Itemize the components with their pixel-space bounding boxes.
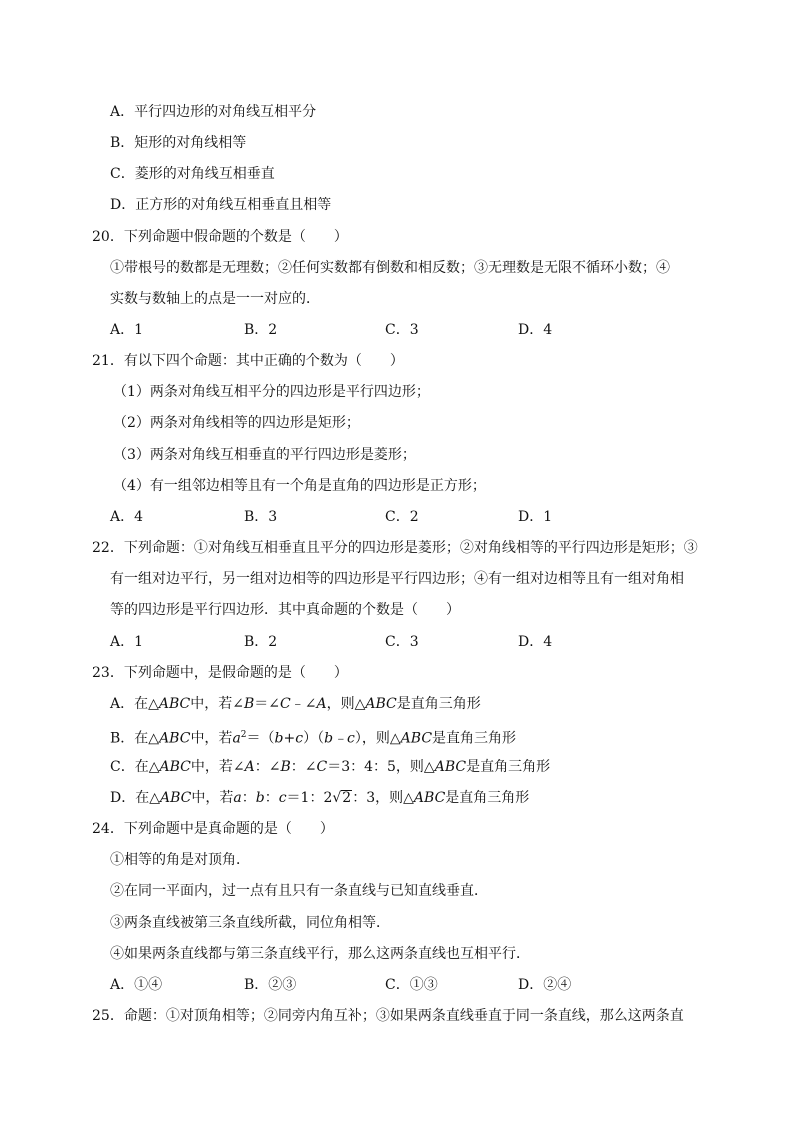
text: ，则△ xyxy=(326,696,366,712)
q20-option-c: C．3 xyxy=(385,322,419,338)
q21-option-b: B．3 xyxy=(244,509,278,525)
q25-stem: 25．命题：①对顶角相等；②同旁内角互补；③如果两条直线垂直于同一条直线，那么这两条直 xyxy=(92,1008,684,1024)
q20-body-line1: ①带根号的数都是无理数；②任何实数都有倒数和相反数；③无理数是无限不循环小数；④ xyxy=(110,260,670,276)
q20-options xyxy=(110,320,710,340)
math-var: ABC xyxy=(160,790,192,806)
q24-option-c: C．①③ xyxy=(385,977,438,993)
text: D．在△ xyxy=(110,790,160,806)
q23-option-b xyxy=(110,725,516,749)
text: ＝（ xyxy=(246,730,275,747)
q21-item-1: （1）两条对角线互相平分的四边形是平行四边形； xyxy=(113,384,430,400)
q21-option-d: D．1 xyxy=(518,509,553,525)
text: 中，若 xyxy=(190,730,233,747)
math-var: ABC xyxy=(158,696,191,712)
q21-item-4: （4）有一组邻边相等且有一个角是直角的四边形是正方形； xyxy=(113,478,486,494)
math-var: ABC xyxy=(365,696,397,712)
text: ： xyxy=(264,790,279,806)
text: ： xyxy=(241,790,256,806)
q22-option-b: B．2 xyxy=(244,634,278,650)
math-var: B xyxy=(280,759,291,775)
q23-option-c xyxy=(110,757,550,777)
text: 是直角三角形 xyxy=(432,730,517,747)
q23-option-a xyxy=(110,694,481,714)
q24-stem: 24．下列命题中是真命题的是（ ） xyxy=(92,821,334,837)
q22-option-d: D．4 xyxy=(518,634,553,650)
text: 中，若∠ xyxy=(190,696,244,712)
text: 是直角三角形 xyxy=(466,759,551,775)
math-var: ABC xyxy=(434,759,467,775)
math-var: b xyxy=(255,790,265,806)
sqrt-radicand: 2 xyxy=(342,790,352,806)
q21-item-2: （2）两条对角线相等的四边形是矩形； xyxy=(113,415,360,431)
text: ＝1：2 xyxy=(286,790,333,806)
text: C．在△ xyxy=(110,759,160,775)
q23-option-d xyxy=(110,788,529,808)
sqrt-symbol: √ xyxy=(332,790,342,806)
q22-options xyxy=(110,632,710,652)
q19-option-c: C．菱形的对角线互相垂直 xyxy=(110,166,275,182)
q20-body-line2: 实数与数轴上的点是一一对应的． xyxy=(110,291,320,307)
q24-options xyxy=(110,975,710,995)
text: ﹣∠ xyxy=(290,696,317,712)
text: 中，若∠ xyxy=(190,759,245,775)
math-var: ABC xyxy=(159,759,191,775)
q20-stem: 20．下列命题中假命题的个数是（ ） xyxy=(92,229,348,245)
math-var: b﹣c xyxy=(324,730,355,747)
math-var: ABC xyxy=(400,730,433,747)
math-var: B xyxy=(244,696,255,712)
q24-item-1: ①相等的角是对顶角． xyxy=(110,852,250,868)
q21-stem: 21．有以下四个命题：其中正确的个数为（ ） xyxy=(92,353,404,369)
math-var: a xyxy=(232,730,241,747)
q21-option-c: C．2 xyxy=(385,509,419,525)
math-var: C xyxy=(316,759,328,775)
text: 中，若 xyxy=(191,790,234,806)
text: ：3，则△ xyxy=(352,790,414,806)
q24-item-4: ④如果两条直线都与第三条直线平行，那么这两条直线也互相平行． xyxy=(110,946,530,962)
q22-stem-line2: 有一组对边平行，另一组对边相等的四边形是平行四边形；④有一组对边相等且有一组对角相 xyxy=(110,571,684,587)
q19-option-b: B．矩形的对角线相等 xyxy=(110,135,247,151)
q24-option-b: B．②③ xyxy=(244,977,297,993)
math-var: b+c xyxy=(274,730,304,747)
q24-item-3: ③两条直线被第三条直线所截，同位角相等． xyxy=(110,915,390,931)
text: ＝3：4：5，则△ xyxy=(327,759,435,775)
text: ＝∠ xyxy=(254,696,281,712)
text: 是直角三角形 xyxy=(396,696,481,712)
math-var: C xyxy=(280,696,291,712)
q22-stem-line1: 22．下列命题：①对角线互相垂直且平分的四边形是菱形；②对角线相等的平行四边形是矩形；③ xyxy=(92,540,698,556)
q20-option-a: A．1 xyxy=(110,322,144,338)
text: ），则△ xyxy=(354,730,401,747)
text: A．在△ xyxy=(110,696,159,712)
math-var: A xyxy=(316,696,327,712)
q20-option-b: B．2 xyxy=(244,322,278,338)
q22-option-c: C．3 xyxy=(385,634,419,650)
text: ：∠ xyxy=(254,759,281,775)
q24-option-d: D．②④ xyxy=(518,977,572,993)
text: ：∠ xyxy=(290,759,317,775)
q23-stem: 23．下列命题中，是假命题的是（ ） xyxy=(92,665,348,681)
text: B．在△ xyxy=(110,730,160,747)
math-var: A xyxy=(244,759,255,775)
q24-item-2: ②在同一平面内，过一点有且只有一条直线与已知直线垂直． xyxy=(110,883,488,899)
math-var: c xyxy=(278,790,287,806)
text: 是直角三角形 xyxy=(445,790,530,806)
q20-option-d: D．4 xyxy=(518,322,553,338)
q22-option-a: A．1 xyxy=(110,634,144,650)
math-var: ABC xyxy=(413,790,446,806)
q22-stem-line3: 等的四边形是平行四边形．其中真命题的个数是（ ） xyxy=(110,602,460,618)
q19-option-d: D．正方形的对角线互相垂直且相等 xyxy=(110,197,332,213)
q19-option-a: A．平行四边形的对角线互相平分 xyxy=(110,104,317,120)
q21-option-a: A．4 xyxy=(110,509,144,525)
text: ）（ xyxy=(303,730,325,747)
math-var: ABC xyxy=(159,730,191,747)
exponent: 2 xyxy=(240,730,247,740)
q24-option-a: A．①④ xyxy=(110,977,163,993)
q21-options xyxy=(110,507,710,527)
math-var: a xyxy=(233,790,242,806)
q21-item-3: （3）两条对角线互相垂直的平行四边形是菱形； xyxy=(113,447,416,463)
